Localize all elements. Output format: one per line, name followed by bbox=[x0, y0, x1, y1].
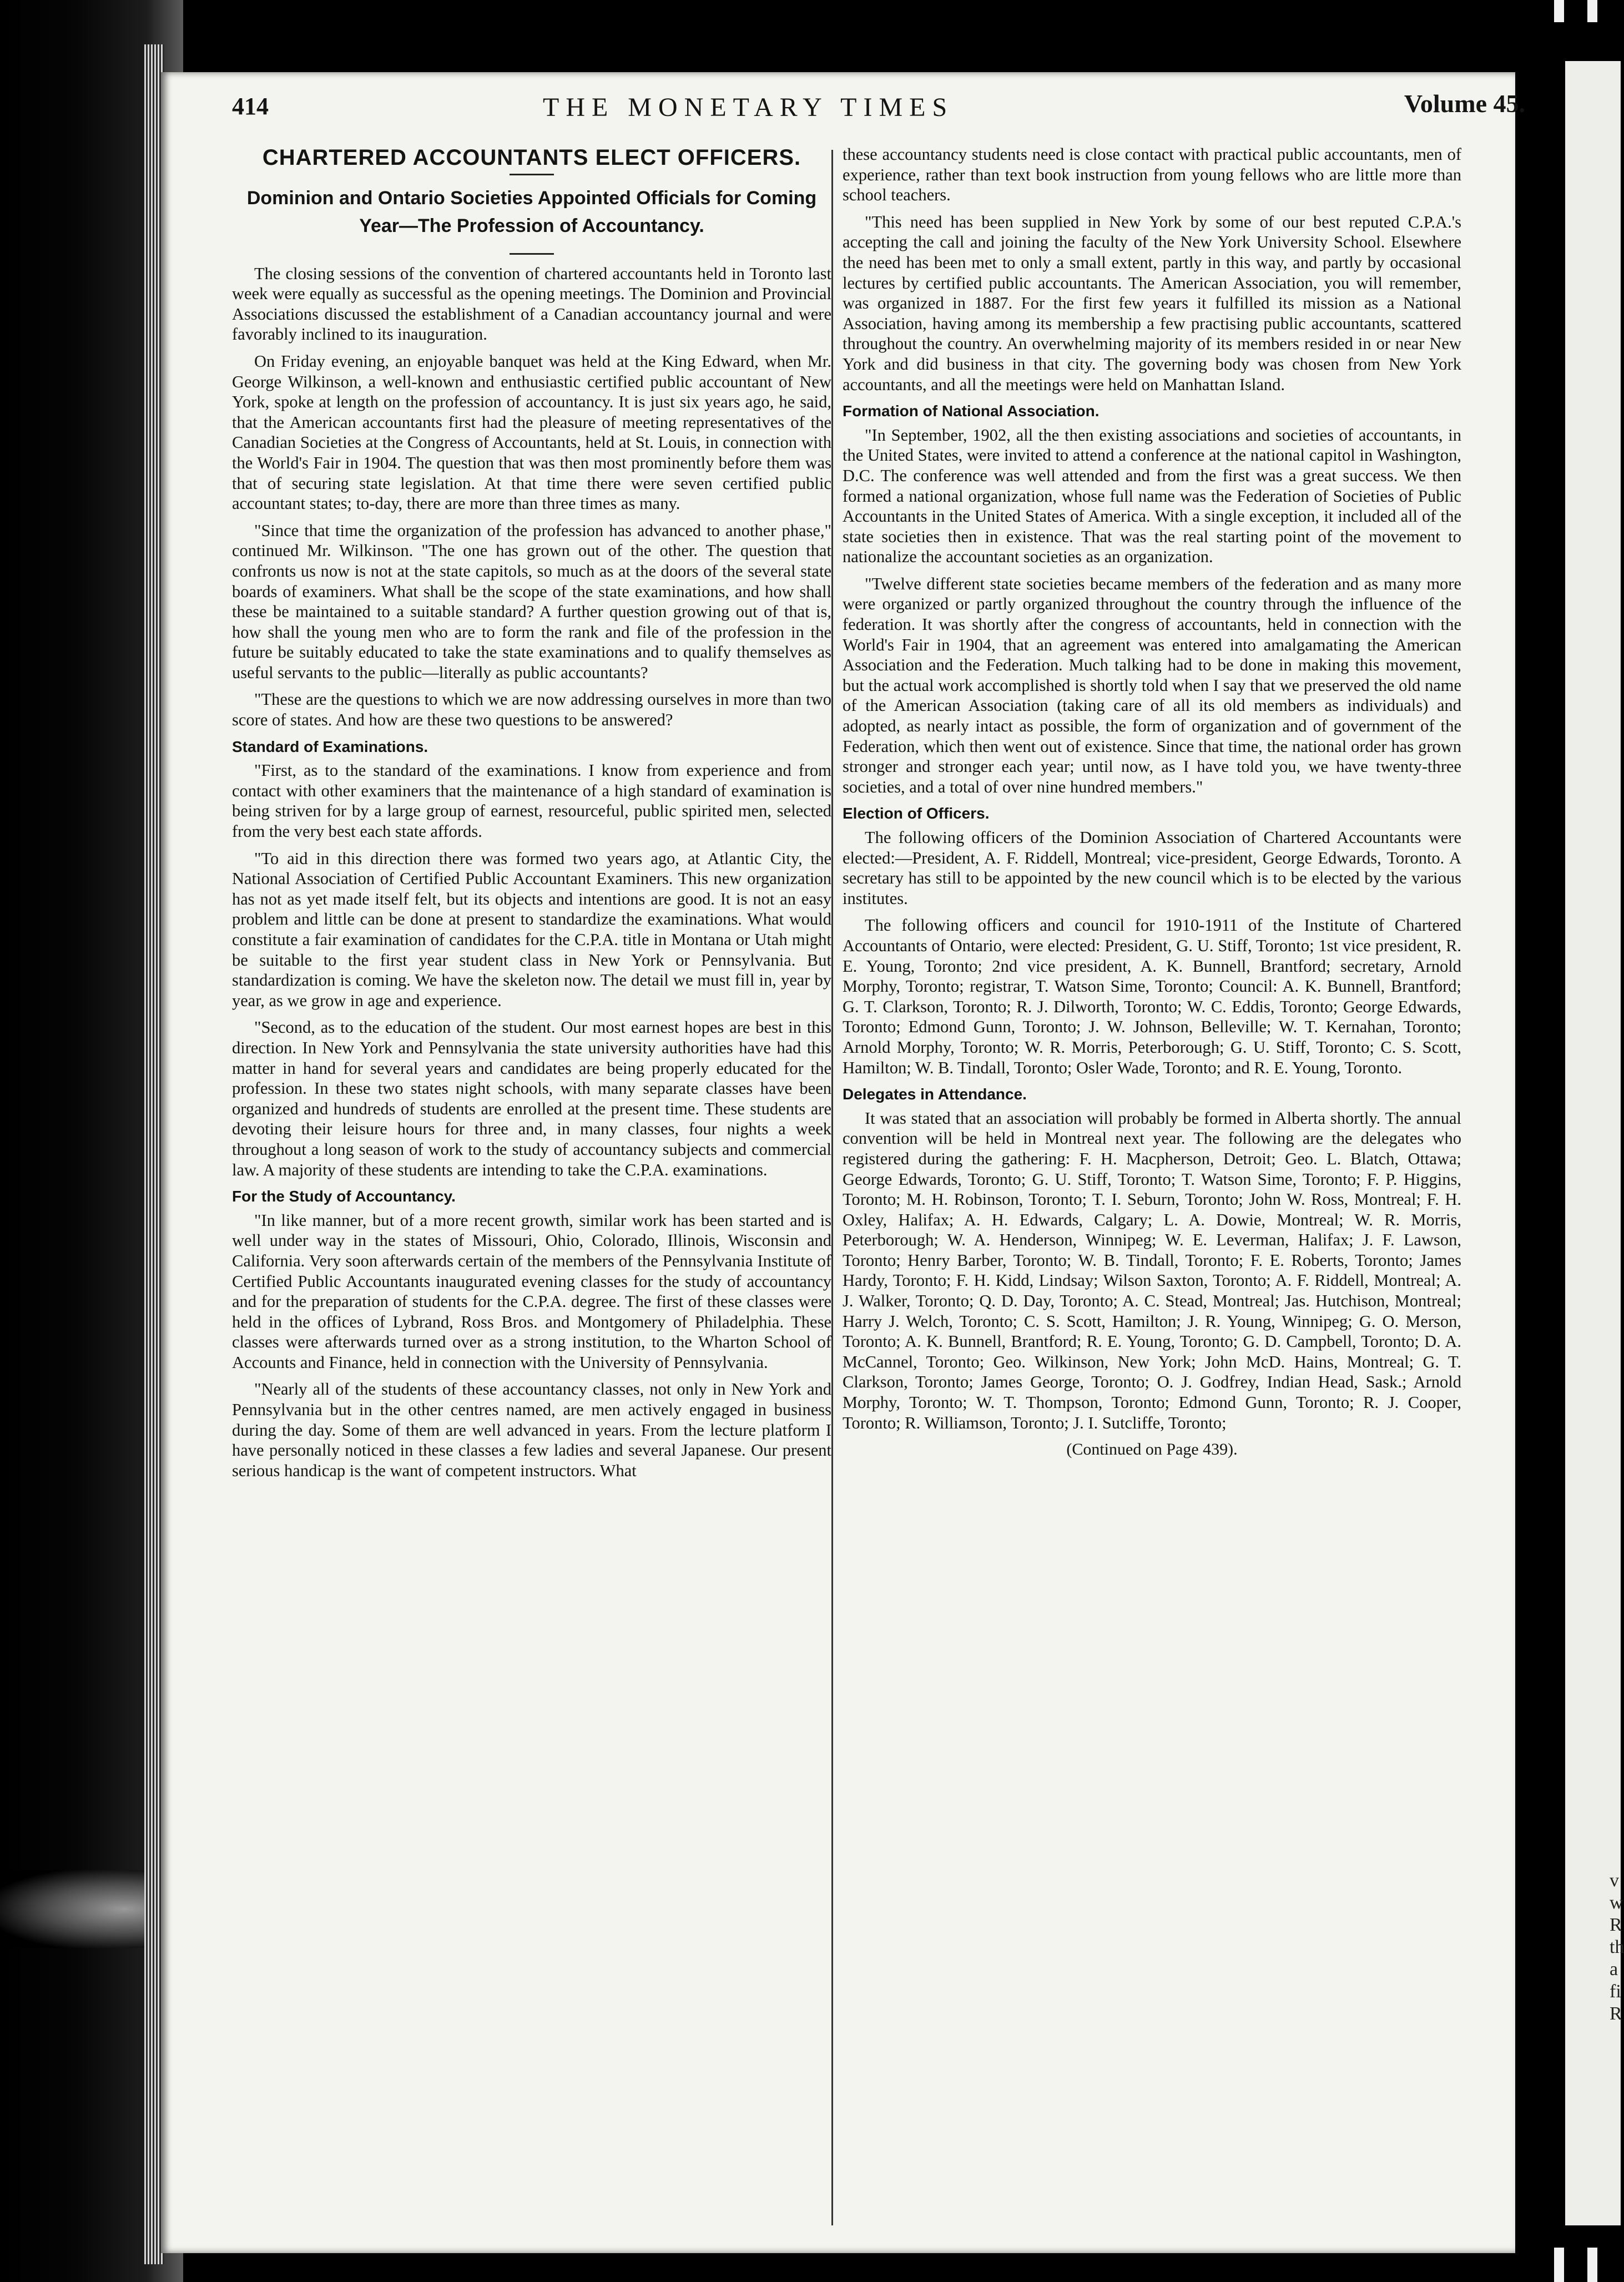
adjacent-page-fragment: R bbox=[1610, 1915, 1622, 1935]
adjacent-page-strip bbox=[1565, 61, 1624, 2225]
paragraph: "In September, 1902, all the then existing associations and societies of accountants, in the United States, were invited to attend a conference at the national capitol in Washington, D.C. The conference was well attended and from the first was a great success. We then formed a national organization, whose full name was the Federation of Societies of Public Accountants in the United States of America. With a single exception, it included all of the state societies then in existence. That was the real starting point of the movement to nationalize the accountant societies as an organization. bbox=[843, 425, 1461, 567]
paragraph: "Since that time the organization of the profession has advanced to another phase," continued Mr. Wilkinson. "The one has grown out of the other. The question that confronts us now is not at the state capitols, so much as at the doors of the several state boards of examiners. What shall be the scope of the state examinations, and how shall these be maintained to a suitable standard? A further question growing out of that is, how shall the young men who are to form the rank and file of the profession in the future be suitably educated to take the state examinations and to qualify themselves as useful servants to the public—literally as public accountants? bbox=[232, 521, 831, 682]
paragraph: "In like manner, but of a more recent growth, similar work has been started and is well under way in the states of Missouri, Ohio, Colorado, Illinois, Wisconsin and California. Very soon afterwards certain of the members of the Pennsylvania Institute of Certified Public Accountants inaugurated evening classes for the study of accountancy and for the preparation of students for the C.P.A. degree. The first of these classes were held in the offices of Lybrand, Ross Bros. and Montgomery of Philadelphia. These classes were afterwards turned over as a strong institution, to the Wharton School of Accounts and Finance, held in connection with the University of Pennsylvania. bbox=[232, 1210, 831, 1372]
volume-label: Volume 45. bbox=[1404, 89, 1525, 118]
scan-edge-mark bbox=[1554, 0, 1564, 22]
continued-note: (Continued on Page 439). bbox=[1066, 1440, 1238, 1459]
left-column bbox=[232, 144, 831, 1487]
paragraph: these accountancy students need is close contact with practical public accountants, men of experience, rather than text book instruction from young fellows who are little more than school teachers. bbox=[843, 145, 1461, 205]
running-header bbox=[232, 89, 1525, 137]
article-deck: Dominion and Ontario Societies Appointed Officials for Coming Year—The Profession of Accountancy. bbox=[246, 187, 817, 236]
scan-edge-mark bbox=[1554, 2248, 1564, 2282]
newspaper-page bbox=[161, 72, 1525, 2253]
deck-rule bbox=[510, 253, 554, 255]
scan-edge-mark bbox=[1587, 2248, 1597, 2282]
page-number: 414 bbox=[232, 93, 269, 120]
publication-title: THE MONETARY TIMES bbox=[543, 93, 954, 122]
paragraph: On Friday evening, an enjoyable banquet was held at the King Edward, when Mr. George Wilkinson, a well-known and enthusiastic certified public accountant of New York, spoke at length on the profession of accountancy. It is just six years ago, he said, that the American accountants first had the pleasure of meeting representatives of the Canadian Societies at the Congress of Accountants, held at St. Louis, in connection with the World's Fair in 1904. The question that was then most prominently before them was that of securing state legislation. At that time there were seven certified public accountant states; to-day, there are more than three times as many. bbox=[232, 351, 831, 513]
adjacent-page-fragment: R bbox=[1610, 2003, 1622, 2024]
paragraph: "To aid in this direction there was formed two years ago, at Atlantic City, the National Association of Certified Public Accountant Examiners. This new organization has not as yet made itself felt, but its objects and intentions are good. It is not an easy problem and little can be done at present to standardize the examinations. What would constitute a fair examination of candidates for the C.P.A. title in Montana or Utah might be suitable to the first year student class in New York or Pennsylvania. But standardization is coming. We have the skeleton now. The detail we must fill in, year by year, as we grow in age and experience. bbox=[232, 849, 831, 1010]
subheading: Formation of National Association. bbox=[843, 402, 1100, 420]
paragraph: "These are the questions to which we are now addressing ourselves in more than two score of states. And how are these two questions to be answered? bbox=[232, 690, 831, 730]
right-column bbox=[843, 144, 1461, 1460]
adjacent-page-fragment: th bbox=[1610, 1937, 1624, 1957]
adjacent-page-fragment: v bbox=[1610, 1870, 1619, 1891]
paragraph: It was stated that an association will probably be formed in Alberta shortly. The annual convention will be held in Montreal next year. The following are the delegates who registered during the gathering: F. H. Macpherson, Detroit; Geo. L. Blatch, Ottawa; George Edwards, Toronto; G. U. Stiff, Toronto; T. Watson Sime, Toronto; F. P. Higgins, Toronto; M. H. Robinson, Toronto; T. I. Seburn, Toronto; John W. Ross, Montreal; F. H. Oxley, Halifax; A. H. Edwards, Calgary; L. A. Dowie, Montreal; W. R. Morris, Peterborough; W. A. Henderson, Winnipeg; W. E. Leverman, Halifax; J. F. Lawson, Toronto; Henry Barber, Toronto; W. B. Tindall, Toronto; F. E. Roberts, Toronto; James Hardy, Toronto; F. H. Kidd, Lindsay; Wilson Saxton, Toronto; A. F. Riddell, Montreal; A. J. Walker, Toronto; Q. D. Day, Toronto; A. C. Stead, Montreal; Jas. Hutchison, Montreal; Harry J. Welch, Toronto; C. S. Scott, Hamilton; J. R. Young, Winnipeg; G. O. Merson, Toronto; A. K. Bunnell, Brantford; R. E. Young, Toronto; G. D. Campbell, Toronto; D. A. McCannel, Toronto; Geo. Wilkinson, New York; John McD. Hains, Montreal; G. T. Clarkson, Toronto; James George, Toronto; O. J. Godfrey, Indian Head, Sask.; Arnold Morphy, Toronto; W. T. Thompson, Toronto; Edmond Gunn, Toronto; R. J. Cooper, Toronto; R. Williamson, Toronto; J. I. Sutcliffe, Toronto; bbox=[843, 1108, 1461, 1432]
adjacent-page-fragment: a bbox=[1610, 1959, 1618, 1980]
paragraph: The following officers of the Dominion Association of Chartered Accountants were elected:—President, A. F. Riddell, Montreal; vice-president, George Edwards, Toronto. A secretary has still to be appointed by the new council which is to be elected by the various institutes. bbox=[843, 828, 1461, 908]
paragraph: "Second, as to the education of the student. Our most earnest hopes are best in this direction. In New York and Pennsylvania the state university authorities have had this matter in hand for several years and candidates are being properly educated for the profession. In these two states night schools, with many separate classes have been organized and hundreds of students are enrolled at the present time. These students are devoting their leisure hours for three and, in many classes, four nights a week throughout a long season of work to the study of accountancy subjects and commercial law. A majority of these students are intending to take the C.P.A. examinations. bbox=[232, 1018, 831, 1179]
subheading: Delegates in Attendance. bbox=[843, 1086, 1027, 1103]
paragraph: "Nearly all of the students of these accountancy classes, not only in New York and Pennsylvania but in the other centres named, are men actively engaged in business during the day. Some of them are well advanced in years. From the lecture platform I have personally noticed in these classes a few ladies and several Japanese. Our present serious handicap is the want of competent instructors. What bbox=[232, 1380, 831, 1480]
paragraph: "Twelve different state societies became members of the federation and as many more were organized or partly organized throughout the country through the influence of the federation. It was shortly after the congress of accountants, held in connection with the World's Fair in 1904, that an agreement was entered into amalgamating the American Association and the Federation. Much talking had to be done in making this movement, but the actual work accomplished is shortly told when I say that we preserved the old name of the American Association (taking care of all its old members as individuals) and adopted, as nearly intact as possible, the form of organization and of government of the Federation, which then went out of existence. Since that time, the national order has grown stronger and stronger each year; until now, as I have told you, we have twenty-three societies, and a total of over nine hundred members." bbox=[843, 574, 1461, 796]
subheading: Election of Officers. bbox=[843, 805, 990, 822]
article-headline: CHARTERED ACCOUNTANTS ELECT OFFICERS. bbox=[262, 145, 801, 170]
paragraph: "This need has been supplied in New York by some of our best reputed C.P.A.'s accepting the call and joining the faculty of the New York University School. Elsewhere the need has been met to only a small extent, partly in this way, and partly by occasional lectures by certified public accountants. The American Association, you will remember, was organized in 1887. For the first few years it fulfilled its mission as a National Association, having among its membership a few practising public accountants, scattered throughout the country. An overwhelming majority of its members resided in or near New York and did business in that city. The governing body was chosen from New York accountants, and all the meetings were held on Manhattan Island. bbox=[843, 212, 1461, 394]
headline-rule bbox=[510, 174, 554, 175]
paragraph: The following officers and council for 1910-1911 of the Institute of Chartered Accountants of Ontario, were elected: President, G. U. Stiff, Toronto; 1st vice president, R. E. Young, Toronto; 2nd vice president, A. K. Bunnell, Brantford; secretary, Arnold Morphy, Toronto; registrar, T. Watson Sime, Toronto; Council: A. K. Bunnell, Brantford; G. T. Clarkson, Toronto; R. J. Dilworth, Toronto; W. C. Eddis, Toronto; George Edwards, Toronto; Edmond Gunn, Toronto; J. W. Johnson, Belleville; W. T. Kernahan, Toronto; Arnold Morphy, Toronto; W. R. Morris, Peterborough; G. U. Stiff, Toronto; C. S. Scott, Hamilton; W. B. Tindall, Toronto; Osler Wade, Toronto; and R. E. Young, Toronto. bbox=[843, 916, 1461, 1077]
adjacent-page-fragment: fi bbox=[1610, 1981, 1621, 2002]
subheading: For the Study of Accountancy. bbox=[232, 1188, 456, 1205]
paragraph: "First, as to the standard of the examinations. I know from experience and from contact with other examiners that the maintenance of a high standard of examination is being striven for by a large group of earnest, resourceful, public spirited men, selected from the very best each state affords. bbox=[232, 761, 831, 841]
scan-edge-mark bbox=[1587, 0, 1597, 22]
column-rule bbox=[831, 150, 833, 2225]
subheading: Standard of Examinations. bbox=[232, 738, 428, 755]
adjacent-page-fragment: w bbox=[1610, 1892, 1623, 1913]
paragraph: The closing sessions of the convention of chartered accountants held in Toronto last week were equally as successful as the opening meetings. The Dominion and Provincial Associations discussed the establishment of a Canadian accountancy journal and were favorably inclined to its inauguration. bbox=[232, 264, 831, 344]
